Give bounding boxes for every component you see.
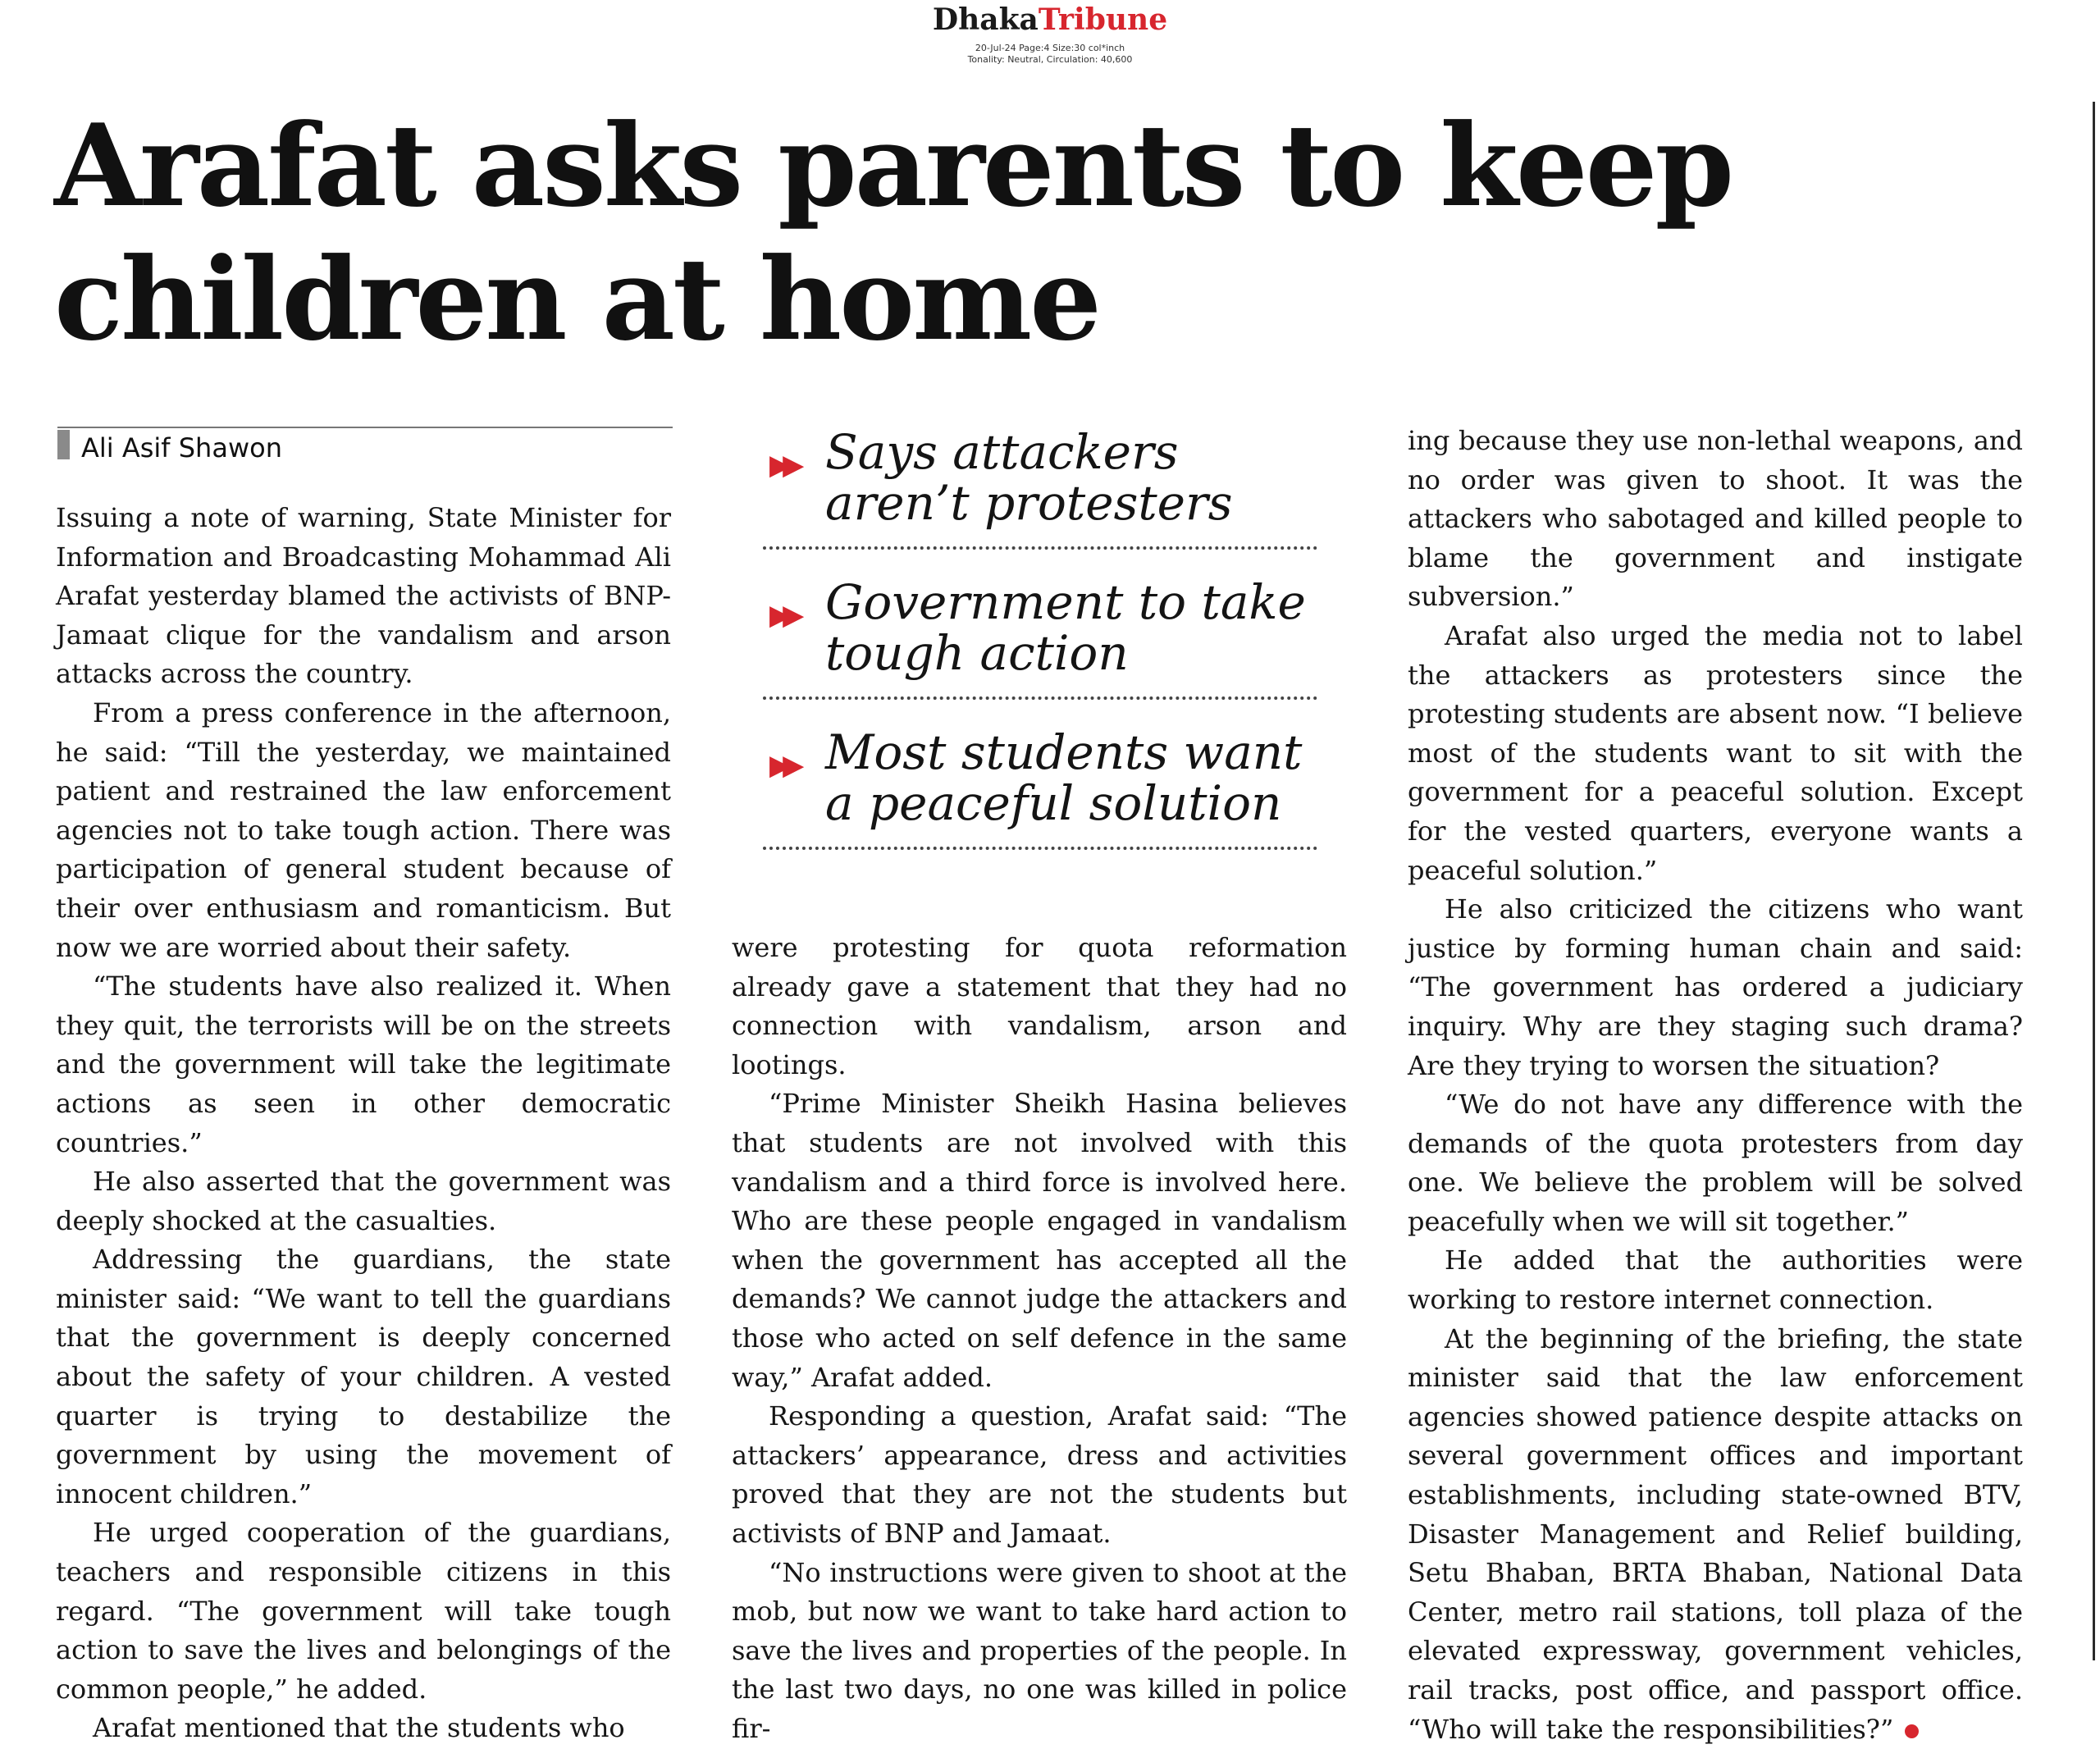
- paragraph: “The students have also realized it. When they quit, the terrorists will be on the streets and the government will take the legitimate actions as seen in other democratic countries.”: [56, 970, 671, 1158]
- double-arrow-icon: ▶▶: [769, 599, 797, 632]
- byline: Ali Asif Shawon: [81, 432, 282, 464]
- paragraph: ing because they use non-lethal weapons, and no order was given to shoot. It was the attackers who sabotaged and killed people to blame the government and instigate subversion.”: [1408, 425, 2023, 613]
- paragraph: Issuing a note of warning, State Minister for Information and Broadcasting Mohammad Ali Arafat yesterday blamed the activists of BNP-Jamaat clique for the vandalism and arson attacks across the country.: [56, 502, 671, 690]
- article-column-3: [1408, 422, 2023, 1749]
- paragraph: He also criticized the citizens who want justice by forming human chain and said: “The government has ordered a judiciary inquiry. Why are they staging such drama? Are they trying to worsen the situation?: [1408, 893, 2023, 1081]
- highlight-text: Government to take tough action: [825, 574, 1306, 681]
- clipping-info: [886, 43, 1214, 66]
- article-headline: Arafat asks parents to keep children at home: [54, 98, 1732, 366]
- paragraph: Responding a question, Arafat said: “The attackers’ appearance, dress and activities proved that they are not the students but activists of BNP and Jamaat.: [732, 1400, 1347, 1549]
- highlight-item: [763, 424, 1317, 550]
- paragraph: Arafat also urged the media not to label the attackers as protesters since the protesting students are absent now. “I believe most of the students want to sit with the government for a peaceful solution. Except for the vested quarters, everyone wants a peaceful solution.”: [1408, 619, 2023, 886]
- paragraph: From a press conference in the afternoon, he said: “Till the yesterday, we maintained patient and restrained the law enforcement agencies not to take tough action. There was participation of general student because of their over enthusiasm and romanticism. But now we are worried about their safety.: [56, 696, 671, 963]
- paragraph: He also asserted that the government was deeply shocked at the casualties.: [56, 1166, 671, 1236]
- article-column-1: [56, 499, 671, 1748]
- masthead-name-part2: Tribune: [1038, 2, 1168, 37]
- paragraph: He added that the authorities were working to restore internet connection.: [1408, 1244, 2023, 1316]
- byline-marker: [57, 430, 70, 459]
- paragraph: “Prime Minister Sheikh Hasina believes that students are not involved with this vandalism and a third force is involved here. Who are these people engaged in vandalism when the government has accepted all the demands? We cannot judge the attackers and those who acted on self defence in the same way,” Arafat added.: [732, 1088, 1347, 1393]
- highlight-item: [763, 724, 1317, 850]
- paragraph: were protesting for quota reformation already gave a statement that they had no connection with vandalism, arson and lootings.: [732, 932, 1347, 1080]
- double-arrow-icon: ▶▶: [769, 449, 797, 482]
- double-arrow-icon: ▶▶: [769, 749, 797, 782]
- paragraph: He urged cooperation of the guardians, teachers and responsible citizens in this regard. “The government will take tough action to save the lives and belongings of the common people,” he added.: [56, 1517, 671, 1705]
- paragraph: Addressing the guardians, the state minister said: “We want to tell the guardians that the government is deeply concerned about the safety of your children. A vested quarter is trying to destabilize the government by using the movement of innocent children.”: [56, 1244, 671, 1509]
- paragraph: “No instructions were given to shoot at the mob, but now we want to take hard action to save the lives and properties of the people. In the last two days, no one was killed in police fir-: [732, 1556, 1347, 1744]
- clipping-info-line2: Tonality: Neutral, Circulation: 40,600: [967, 54, 1133, 65]
- highlight-text: Says attackers aren’t protesters: [825, 424, 1233, 531]
- highlight-text: Most students want a peaceful solution: [825, 724, 1303, 831]
- highlight-item: [763, 574, 1317, 700]
- end-of-article-dot-icon: [1905, 1724, 1919, 1738]
- column-edge-rule: [2093, 102, 2095, 1660]
- paragraph: “We do not have any difference with the demands of the quota protesters from day one. We believe the problem will be solved peacefully when we will sit together.”: [1408, 1089, 2023, 1237]
- clipping-info-line1: 20-Jul-24 Page:4 Size:30 col*inch: [975, 43, 1125, 53]
- paragraph: At the beginning of the briefing, the state minister said that the law enforcement agencies showed patience despite attacks on several government offices and important establishments, including state-owned BTV, Disaster Management and Relief building, Setu Bhaban, BRTA Bhaban, National Data Center, metro rail stations, toll plaza of the elevated expressway, government vehicles, rail tracks, post office, and passport office. “Who will take the responsibilities?”: [1408, 1322, 2023, 1745]
- paragraph: Arafat mentioned that the students who: [93, 1712, 625, 1744]
- article-column-2: [732, 929, 1347, 1748]
- masthead-name-part1: Dhaka: [932, 2, 1039, 37]
- newspaper-masthead: [0, 2, 2100, 38]
- byline-rule: [57, 427, 673, 428]
